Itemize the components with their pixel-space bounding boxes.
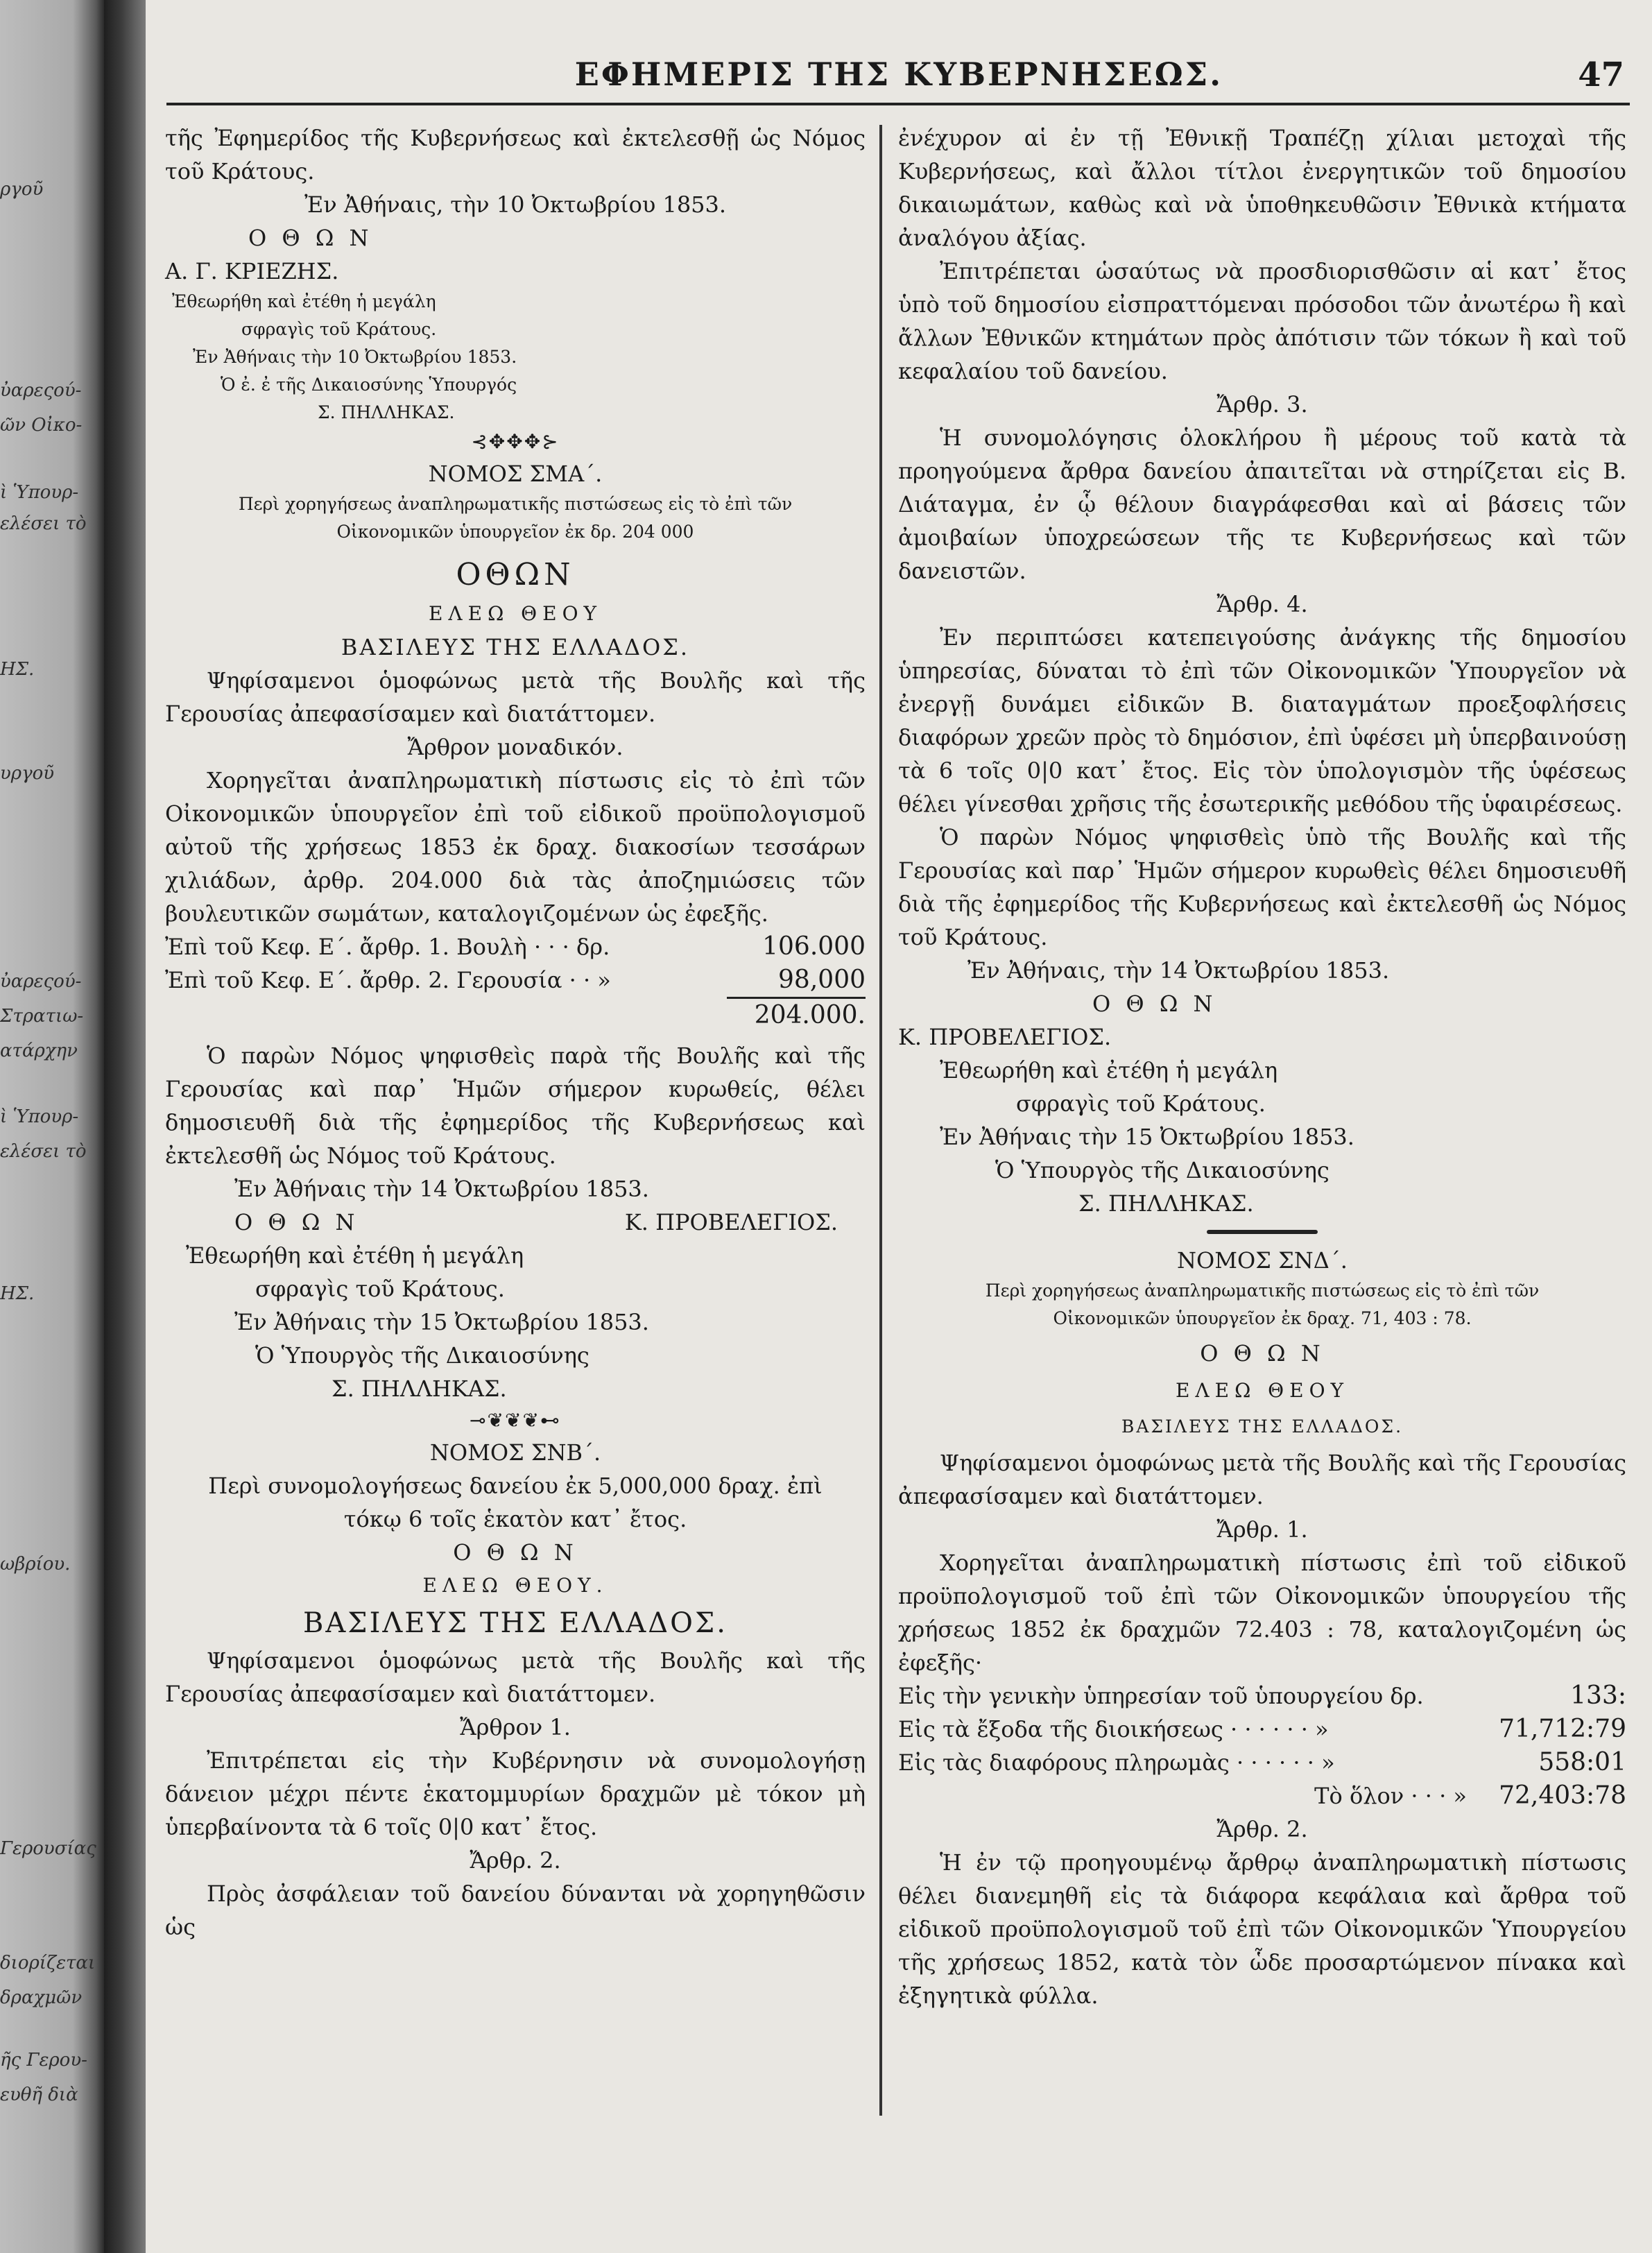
budget-row-amount: 133: [1570, 1681, 1626, 1710]
by-grace-of-god: ΕΛΕΩ ΘΕΟΥ. [422, 1574, 608, 1597]
budget-row-label: Εἰς τὰ ἔξοδα τῆς διοικήσεως · · · · · · » [898, 1716, 1329, 1742]
date-line: Ἐν Ἀθήναις τὴν 14 Ὀκτωβρίου 1853. [234, 1176, 649, 1202]
paragraph: τῆς Ἐφημερίδος τῆς Κυβερνήσεως καὶ ἐκτελεσθῇ ὡς Νόμος τοῦ Κράτους. [165, 125, 866, 185]
signature-row [165, 1206, 866, 1239]
budget-row-amount: 558:01 [1538, 1748, 1626, 1776]
signature: Α. Γ. ΚΡΙΕΖΗΣ. [165, 258, 339, 284]
seal-line: Ὁ ἐ. ἐ τῆς Δικαιοσύνης Ὑπουργός [221, 375, 517, 395]
paragraph: Ψηφίσαμενοι ὁμοφώνως μετὰ τῆς Βουλῆς καὶ τῆς Γερουσίας ἀπεφασίσαμεν καὶ διατάττομεν. [165, 1647, 866, 1707]
budget-row-label: Εἰς τὰς διαφόρους πληρωμὰς · · · · · · » [898, 1749, 1335, 1776]
header-rule [166, 103, 1630, 105]
budget-total-label: Τὸ ὅλον · · · » [1314, 1783, 1467, 1809]
budget-row-amount: 106.000 [762, 932, 866, 961]
prev-fragment: ῆς Γερου- [0, 2050, 87, 2071]
king-title: ΒΑΣΙΛΕΥΣ ΤΗΣ ΕΛΛΑΔΟΣ. [1121, 1416, 1404, 1437]
seal-line: Ὁ Ὑπουργὸς τῆς Δικαιοσύνης [995, 1157, 1330, 1183]
paragraph: Ὁ παρὼν Νόμος ψηφισθεὶς παρὰ τῆς Βουλῆς καὶ τῆς Γερουσίας καὶ παρ᾽ Ἡμῶν σήμερον κυρωθείς, θέλει δημοσιευθῆ διὰ τῆς ἐφημερίδος τῆς Κυβερνήσεως καὶ ἐκτελεσθῆ ὡς Νόμος τοῦ Κράτους. [165, 1043, 866, 1169]
prev-fragment: ὐαρεςού- [0, 971, 82, 992]
budget-total-row [165, 999, 866, 1032]
paragraph: Ἡ συνομολόγησις ὁλοκλήρου ἢ μέρους τοῦ κατὰ τὰ προηγούμενα ἄρθρα δανείου ἀπαιτεῖται νὰ στηρίζεται εἰς Β. Διάταγμα, ἐν ᾧ θέλουν διαγράφεσθαι καὶ αἱ βάσεις τῶν ἀμοιβαίων ὑποχρεώσεων τῆς τε Κυβερνήσεως καὶ τῶν δανειστῶν. [898, 425, 1626, 584]
seal-line: Ὁ Ὑπουργὸς τῆς Δικαιοσύνης [255, 1342, 590, 1369]
seal-signature: Σ. ΠΗΛΛΗΚΑΣ. [1078, 1190, 1254, 1217]
previous-page-edge [0, 0, 104, 2253]
paragraph: Ψηφίσαμενοι ὁμοφώνως μετὰ τῆς Βουλῆς καὶ τῆς Γερουσίας ἀπεφασίσαμεν καὶ διατάττομεν. [165, 667, 866, 727]
prev-fragment: ατάρχην [0, 1040, 78, 1061]
law-subtitle: Περὶ χορηγήσεως ἀναπληρωματικῆς πιστώσεως εἰς τὸ ἐπὶ τῶν Οἰκονομικῶν ὑπουργεῖον ἐκ δρ. 204 000 [238, 494, 793, 542]
paragraph: Ὁ παρὼν Νόμος ψηφισθεὶς ὑπὸ τῆς Βουλῆς καὶ τῆς Γερουσίας καὶ παρ᾽ Ἡμῶν σήμερον κυρωθεὶς θέλει δημοσιευθῆ διὰ τῆς ἐφημερίδος τῆς Κυβερνήσεως καὶ ἐκτελεσθῆ ὡς Νόμος τοῦ Κράτους. [898, 824, 1626, 950]
prev-fragment: υργοῦ [0, 763, 55, 784]
seal-line: Ἐν Ἀθήναις τὴν 15 Ὀκτωβρίου 1853. [234, 1309, 649, 1335]
king-name: Ο Θ Ω Ν [234, 1209, 359, 1235]
gazette-title: ΕΦΗΜΕΡΙΣ ΤΗΣ ΚΥΒΕΡΝΗΣΕΩΣ. [574, 55, 1223, 93]
budget-total-amount: 72,403:78 [1499, 1781, 1626, 1810]
budget-row-amount: 71,712:79 [1499, 1715, 1626, 1743]
prev-fragment: ωβρίου. [0, 1554, 71, 1575]
by-grace-of-god: ΕΛΕΩ ΘΕΟΥ [428, 602, 603, 625]
paragraph: Ἡ ἐν τῷ προηγουμένῳ ἄρθρῳ ἀναπληρωματικὴ πίστωσις θέλει διανεμηθῆ εἰς τὰ διάφορα κεφάλαια καὶ ἄρθρα τοῦ εἰδικοῦ προϋπολογισμοῦ τοῦ ἐπὶ τῶν Οἰκονομικῶν Ὑπουργείου τῆς χρήσεως 1852, κατὰ τὸν ὧδε προσαρτώμενον πίνακα καὶ ἐξηγητικὰ φύλλα. [898, 1849, 1626, 2009]
budget-row-label: Εἰς τὴν γενικὴν ὑπηρεσίαν τοῦ ὑπουργείου δρ. [898, 1683, 1424, 1709]
gazette-page [146, 0, 1652, 2253]
binding-gutter [104, 0, 146, 2253]
king-name: Ο Θ Ω Ν [1200, 1340, 1325, 1367]
king-name: Ο Θ Ω Ν [248, 225, 373, 251]
article-heading: Ἄρθρ. 3. [1216, 391, 1308, 418]
king-name: Ο Θ Ω Ν [1092, 991, 1217, 1017]
ornament-divider: ⊸❦❦❦⊷ [470, 1409, 561, 1432]
seal-line: Ἐθεωρήθη καὶ ἐτέθη ἡ μεγάλη [186, 1242, 524, 1269]
article-heading: Ἄρθρ. 1. [1216, 1516, 1308, 1543]
seal-signature: Σ. ΠΗΛΛΗΚΑΣ. [318, 402, 455, 422]
budget-row [898, 1746, 1626, 1779]
law-subtitle: τόκῳ 6 τοῖς ἑκατὸν κατ᾽ ἔτος. [343, 1506, 687, 1532]
left-column [165, 121, 866, 1944]
budget-row [165, 963, 866, 997]
king-title: ΒΑΣΙΛΕΥΣ ΤΗΣ ΕΛΛΑΔΟΣ. [341, 634, 690, 660]
prev-fragment: διορίζεται [0, 1953, 96, 1973]
article-heading: Ἄρθρ. 4. [1216, 591, 1308, 617]
prev-fragment: ὐαρεςού- [0, 380, 82, 401]
article-heading: Ἄρθρ. 2. [470, 1847, 561, 1874]
paragraph: Ἐπιτρέπεται εἰς τὴν Κυβέρνησιν νὰ συνομολογήσῃ δάνειον μέχρι πέντε ἑκατομμυρίων δραχμῶν μὲ τόκον μὴ ὑπερβαίνοντα τὰ 6 τοῖς 0|0 κατ᾽ ἔτος. [165, 1747, 866, 1840]
law-subtitle: Περὶ συνομολογήσεως δανείου ἐκ 5,000,000 δραχ. ἐπὶ [208, 1473, 823, 1499]
section-rule [1207, 1230, 1318, 1234]
paragraph: Χορηγεῖται ἀναπληρωματικὴ πίστωσις ἐπὶ τοῦ εἰδικοῦ προϋπολογισμοῦ τοῦ ἐπὶ τῶν Οἰκονομικῶν ὑπουργείου τῆς χρήσεως 1852 ἐκ δραχμῶν 72.403 : 78, καταλογιζομένη ὡς ἐφεξῆς· [898, 1550, 1626, 1676]
budget-total-row [898, 1779, 1626, 1813]
prev-fragment: δραχμῶν [0, 1987, 83, 2008]
date-line: Ἐν Ἀθήναις, τὴν 14 Ὀκτωβρίου 1853. [967, 957, 1390, 984]
paragraph: Ἐν περιπτώσει κατεπειγούσης ἀνάγκης τῆς δημοσίου ὑπηρεσίας, δύναται τὸ ἐπὶ τῶν Οἰκονομικῶν Ὑπουργεῖον νὰ ἐνεργῇ δυνάμει εἰδικῶν Β. διαταγμάτων προεξοφλήσεις διαφόρων χρεῶν πρὸς τὸ δημόσιον, ἐπὶ ὑφέσει μὴ ὑπερβαινούσῃ τὰ 6 τοῖς 0|0 κατ᾽ ἔτος. Εἰς τὸν ὑπολογισμὸν τῆς ὑφέσεως θέλει γίνεσθαι χρῆσις τῆς ἐσωτερικῆς μεθόδου τῆς ὑφαιρέσεως. [898, 624, 1626, 817]
law-subtitle: Περὶ χορηγήσεως ἀναπληρωματικῆς πιστώσεως εἰς τὸ ἐπὶ τῶν Οἰκονομικῶν ὑπουργεῖον ἐκ δραχ. 71, 403 : 78. [985, 1280, 1540, 1328]
paragraph: Πρὸς ἀσφάλειαν τοῦ δανείου δύνανται νὰ χορηγηθῶσιν ὡς [165, 1881, 866, 1940]
prev-fragment: ΗΣ. [0, 1283, 35, 1304]
law-title: ΝΟΜΟΣ ΣΝΔ΄. [1177, 1247, 1348, 1274]
paragraph: ἐνέχυρον αἱ ἐν τῇ Ἐθνικῇ Τραπέζῃ χίλιαι μετοχαὶ τῆς Κυβερνήσεως, καὶ ἄλλοι τίτλοι ἐνεργητικῶν τοῦ δημοσίου δικαιωμάτων, καθὼς καὶ νὰ ὑποθηκευθῶσιν Ἐθνικὰ κτήματα ἀναλόγου ἀξίας. [898, 125, 1626, 251]
paragraph: Ψηφίσαμενοι ὁμοφώνως μετὰ τῆς Βουλῆς καὶ τῆς Γερουσίας ἀπεφασίσαμεν καὶ διατάττομεν. [898, 1450, 1626, 1509]
signature: Κ. ΠΡΟΒΕΛΕΓΙΟΣ. [898, 1024, 1112, 1050]
page-number: 47 [1578, 55, 1624, 94]
budget-row [898, 1713, 1626, 1746]
date-line: Ἐν Ἀθήναις, τὴν 10 Ὀκτωβρίου 1853. [304, 191, 727, 218]
seal-line: σφραγὶς τοῦ Κράτους. [241, 319, 437, 339]
prev-fragment: ΗΣ. [0, 659, 35, 680]
king-title: ΒΑΣΙΛΕΥΣ ΤΗΣ ΕΛΛΑΔΟΣ. [303, 1607, 728, 1639]
king-name: Ο Θ Ω Ν [453, 1539, 578, 1566]
seal-line: σφραγὶς τοῦ Κράτους. [255, 1276, 505, 1302]
budget-row [165, 930, 866, 963]
budget-total-amount: 204.000. [754, 1001, 866, 1029]
signature: Κ. ΠΡΟΒΕΛΕΓΙΟΣ. [624, 1209, 838, 1235]
prev-fragment: ὶ Ὑπουρ- [0, 482, 79, 503]
seal-line: Ἐθεωρήθη καὶ ἐτέθη ἡ μεγάλη [172, 291, 436, 311]
king-name: ΟΘΩΝ [456, 557, 575, 592]
seal-signature: Σ. ΠΗΛΛΗΚΑΣ. [332, 1376, 507, 1402]
right-column [898, 121, 1626, 2012]
prev-fragment: ργοῦ [0, 179, 44, 200]
budget-row-amount: 98,000 [778, 966, 866, 994]
ornament-divider: ⊰✥✥✥⊱ [471, 430, 560, 453]
seal-line: σφραγὶς τοῦ Κράτους. [1016, 1090, 1266, 1117]
article-heading: Ἄρθρ. 2. [1216, 1816, 1308, 1842]
seal-line: Ἐν Ἀθήναις τὴν 10 Ὀκτωβρίου 1853. [193, 347, 517, 367]
budget-row-label: Ἐπὶ τοῦ Κεφ. Ε΄. ἄρθρ. 2. Γερουσία · · » [165, 967, 611, 993]
prev-fragment: Γερουσίας [0, 1838, 96, 1859]
article-heading: Ἄρθρον μοναδικόν. [407, 734, 623, 760]
budget-row [898, 1679, 1626, 1713]
budget-row-label: Ἐπὶ τοῦ Κεφ. Ε΄. ἄρθρ. 1. Βουλὴ · · · δρ. [165, 934, 610, 960]
seal-line: Ἐθεωρήθη καὶ ἐτέθη ἡ μεγάλη [940, 1057, 1278, 1083]
article-heading: Ἄρθρον 1. [460, 1714, 571, 1740]
by-grace-of-god: ΕΛΕΩ ΘΕΟΥ [1175, 1379, 1350, 1402]
paragraph: Ἐπιτρέπεται ὡσαύτως νὰ προσδιορισθῶσιν αἱ κατ᾽ ἔτος ὑπὸ τοῦ δημοσίου εἰσπραττόμεναι πρόσοδοι τῶν ἀνωτέρω ἢ καὶ ἄλλων Ἐθνικῶν κτημάτων πρὸς ἀπότισιν τῶν τόκων ἢ καὶ τοῦ κεφαλαίου τοῦ δανείου. [898, 258, 1626, 384]
law-title: ΝΟΜΟΣ ΣΝΒ΄. [429, 1439, 601, 1466]
prev-fragment: ευθῆ διὰ [0, 2084, 78, 2105]
prev-fragment: ὶ Ὑπουρ- [0, 1106, 79, 1127]
paragraph: Χορηγεῖται ἀναπληρωματικὴ πίστωσις εἰς τὸ ἐπὶ τῶν Οἰκονομικῶν ὑπουργεῖον ἐπὶ τοῦ εἰδικοῦ προϋπολογισμοῦ αὐτοῦ τῆς χρήσεως 1853 ἐκ δραχ. διακοσίων τεσσάρων χιλιάδων, ἀρθρ. 204.000 διὰ τὰς ἀποζημιώσεις τῶν βουλευτικῶν σωμάτων, καταλογιζομένων ὡς ἐφεξῆς. [165, 767, 866, 927]
prev-fragment: ῶν Οἰκο- [0, 415, 83, 436]
column-divider [879, 125, 882, 2116]
seal-line: Ἐν Ἀθήναις τὴν 15 Ὀκτωβρίου 1853. [940, 1124, 1354, 1150]
law-title: ΝΟΜΟΣ ΣΜΑ΄. [428, 461, 603, 487]
prev-fragment: ελέσει τὸ [0, 513, 87, 534]
prev-fragment: ελέσει τὸ [0, 1141, 87, 1162]
prev-fragment: Στρατιω- [0, 1006, 84, 1027]
